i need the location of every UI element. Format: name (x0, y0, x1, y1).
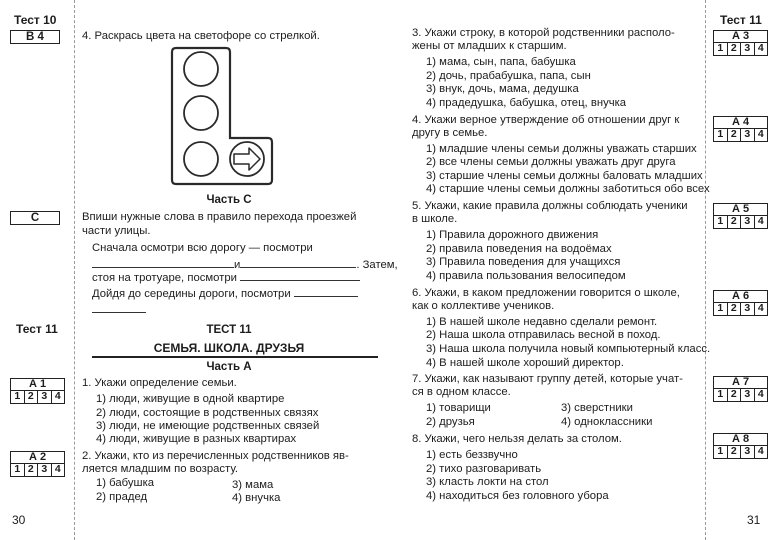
q4-option[interactable]: 2) все члены семьи должны уважать друг друга (426, 156, 676, 168)
answer-blank[interactable] (240, 258, 356, 268)
rule-line4-text: Дойдя до середины дороги, посмотри (92, 288, 291, 300)
answer-cell[interactable]: 3 (741, 216, 755, 228)
test-title: ТЕСТ 11 (206, 324, 252, 336)
answer-cell[interactable]: 3 (741, 43, 755, 55)
rule-line4 (92, 287, 358, 301)
left-margin-rule (74, 0, 75, 540)
rule-line1: Сначала осмотри всю дорогу — посмотри (92, 242, 313, 254)
part-c-task-line2: части улицы. (82, 225, 151, 237)
q8-question: 8. Укажи, чего нельзя делать за столом. (412, 433, 622, 445)
q1-question: 1. Укажи определение семьи. (82, 377, 237, 389)
answer-cell[interactable]: 2 (728, 129, 742, 141)
q3-option[interactable]: 1) мама, сын, папа, бабушка (426, 56, 576, 68)
q3-question-line2: жены от младших к старшим. (412, 40, 567, 52)
q8-option[interactable]: 3) класть локти на стол (426, 476, 549, 488)
q8-option[interactable]: 4) находиться без головного убора (426, 490, 609, 502)
answer-box-label: А 8 (714, 434, 767, 446)
answer-box-label: А 6 (714, 291, 767, 303)
answer-blank[interactable] (240, 271, 360, 281)
rule-line2-mid: и (234, 259, 241, 271)
q3-option[interactable]: 4) прадедушка, бабушка, отец, внучка (426, 97, 627, 109)
q3-option[interactable]: 3) внук, дочь, мама, дедушка (426, 83, 579, 95)
section-divider (92, 356, 378, 358)
q6-question-line1: 6. Укажи, в каком предложении говорится о школе, (412, 287, 680, 299)
answer-cell[interactable]: 1 (714, 389, 728, 401)
q5-option[interactable]: 2) правила поведения на водоёмах (426, 243, 612, 255)
q7-option[interactable]: 4) одноклассники (561, 416, 653, 428)
rule-line3 (92, 271, 360, 285)
answer-cell[interactable]: 3 (741, 129, 755, 141)
answer-box-label: А 4 (714, 117, 767, 129)
q1-option[interactable]: 4) люди, живущие в разных квартирах (96, 433, 297, 445)
part-a-heading: Часть А (206, 361, 252, 373)
code-c-box: С (10, 211, 60, 225)
traffic-light-drawing[interactable] (170, 46, 276, 186)
answer-cell[interactable]: 4 (757, 388, 764, 400)
q1-option[interactable]: 3) люди, не имеющие родственных связей (96, 420, 320, 432)
answer-box-a7[interactable] (713, 376, 768, 402)
answer-cell[interactable]: 2 (25, 464, 39, 476)
q6-question-line2: как о коллективе учеников. (412, 300, 555, 312)
q7-question-line2: ся в одном классе. (412, 386, 511, 398)
answer-box-label: А 1 (11, 379, 64, 391)
page-number-left: 30 (12, 513, 26, 527)
answer-cell[interactable]: 1 (11, 391, 25, 403)
answer-cell[interactable]: 4 (757, 42, 764, 54)
q5-option[interactable]: 3) Правила поведения для учащихся (426, 256, 621, 268)
q8-option[interactable]: 1) есть беззвучно (426, 449, 518, 461)
q5-option[interactable]: 4) правила пользования велосипедом (426, 270, 626, 282)
q5-question-line2: в школе. (412, 213, 458, 225)
answer-cell[interactable]: 4 (757, 302, 764, 314)
answer-box-label: А 2 (11, 452, 64, 464)
right-margin-rule (705, 0, 706, 540)
answer-box-label: А 7 (714, 377, 767, 389)
q6-option[interactable]: 2) Наша школа отправилась весной в поход. (426, 329, 661, 341)
answer-cell[interactable]: 2 (728, 216, 742, 228)
answer-blank[interactable] (92, 258, 234, 268)
q4-question-line2: другу в семье. (412, 127, 488, 139)
signal-middle (184, 96, 218, 130)
q3-question-line1: 3. Укажи строку, в которой родственники располо- (412, 27, 675, 39)
answer-cell[interactable]: 4 (757, 128, 764, 140)
q4-question-line1: 4. Укажи верное утверждение об отношении друг к (412, 114, 680, 126)
rule-line5-blank[interactable] (92, 303, 146, 313)
q6-option[interactable]: 1) В нашей школе недавно сделали ремонт. (426, 316, 658, 328)
answer-cell[interactable]: 4 (54, 463, 61, 475)
code-b4-box: В 4 (10, 30, 60, 44)
q7-option[interactable]: 1) товарищи (426, 402, 491, 414)
q7-option[interactable]: 3) сверстники (561, 402, 633, 414)
answer-cell[interactable]: 3 (38, 464, 52, 476)
q2-question-line1: 2. Укажи, кто из перечисленных родственников яв- (82, 450, 349, 462)
rule-line2-end: . Затем, (356, 259, 398, 271)
answer-box-a3[interactable] (713, 30, 768, 56)
answer-cell[interactable]: 2 (728, 43, 742, 55)
answer-box-label: А 5 (714, 204, 767, 216)
q2-option[interactable]: 3) мама (232, 479, 274, 491)
q3-option[interactable]: 2) дочь, прабабушка, папа, сын (426, 70, 591, 82)
answer-cell[interactable]: 4 (757, 215, 764, 227)
answer-cell[interactable]: 4 (757, 445, 764, 457)
test11-label-right: Тест 11 (720, 13, 762, 27)
answer-cell[interactable]: 2 (25, 391, 39, 403)
q4-option[interactable]: 1) младшие члены семьи должны уважать старших (426, 143, 697, 155)
rule-line2 (92, 258, 398, 272)
part-c-task-line1: Впиши нужные слова в правило перехода проезжей (82, 211, 357, 223)
rule-line3-text: стоя на тротуаре, посмотри (92, 272, 237, 284)
answer-cell[interactable]: 1 (714, 43, 728, 55)
q1-option[interactable]: 1) люди, живущие в одной квартире (96, 393, 285, 405)
q4-option[interactable]: 4) старшие члены семьи должны заботиться обо всех (426, 183, 710, 195)
answer-box-a5[interactable] (713, 203, 768, 229)
q6-option[interactable]: 4) В нашей школе хороший директор. (426, 357, 624, 369)
part-c-heading: Часть С (206, 194, 252, 206)
answer-box-label: А 3 (714, 31, 767, 43)
answer-cell[interactable]: 1 (714, 303, 728, 315)
page-number-right: 31 (747, 513, 761, 527)
q8-option[interactable]: 2) тихо разговаривать (426, 463, 542, 475)
q7-option[interactable]: 2) друзья (426, 416, 475, 428)
answer-blank[interactable] (294, 287, 358, 297)
answer-cell[interactable]: 1 (714, 216, 728, 228)
answer-box-a2[interactable] (10, 451, 65, 477)
q5-option[interactable]: 1) Правила дорожного движения (426, 229, 599, 241)
signal-top (184, 52, 218, 86)
answer-cell[interactable]: 3 (741, 389, 755, 401)
answer-cell[interactable]: 2 (728, 389, 742, 401)
answer-cell[interactable]: 2 (728, 303, 742, 315)
answer-cell[interactable]: 2 (728, 446, 742, 458)
q1-option[interactable]: 2) люди, состоящие в родственных связях (96, 407, 319, 419)
answer-cell[interactable]: 3 (38, 391, 52, 403)
q2-question-line2: ляется младшим по возрасту. (82, 463, 238, 475)
q7-question-line1: 7. Укажи, как называют группу детей, которые учат- (412, 373, 683, 385)
answer-cell[interactable]: 3 (741, 446, 755, 458)
q4-option[interactable]: 3) старшие члены семьи должны баловать младших (426, 170, 703, 182)
answer-cell[interactable]: 1 (11, 464, 25, 476)
answer-cell[interactable]: 1 (714, 129, 728, 141)
answer-cell[interactable]: 1 (714, 446, 728, 458)
answer-box-a8[interactable] (713, 433, 768, 459)
answer-cell[interactable]: 4 (54, 390, 61, 402)
test10-label: Тест 10 (14, 13, 57, 27)
answer-box-a6[interactable] (713, 290, 768, 316)
answer-box-a1[interactable] (10, 378, 65, 404)
q2-option[interactable]: 1) бабушка (96, 477, 155, 489)
section-title: СЕМЬЯ. ШКОЛА. ДРУЗЬЯ (153, 341, 305, 355)
task4-text: 4. Раскрась цвета на светофоре со стрелкой. (82, 30, 320, 42)
answer-cell[interactable]: 3 (741, 303, 755, 315)
q6-option[interactable]: 3) Наша школа получила новый компьютерный класс. (426, 343, 711, 355)
signal-bottom (184, 142, 218, 176)
answer-box-a4[interactable] (713, 116, 768, 142)
test11-label-left: Тест 11 (16, 322, 58, 336)
q5-question-line1: 5. Укажи, какие правила должны соблюдать ученики (412, 200, 688, 212)
q2-option[interactable]: 2) прадед (96, 491, 148, 503)
q2-option[interactable]: 4) внучка (232, 492, 281, 504)
